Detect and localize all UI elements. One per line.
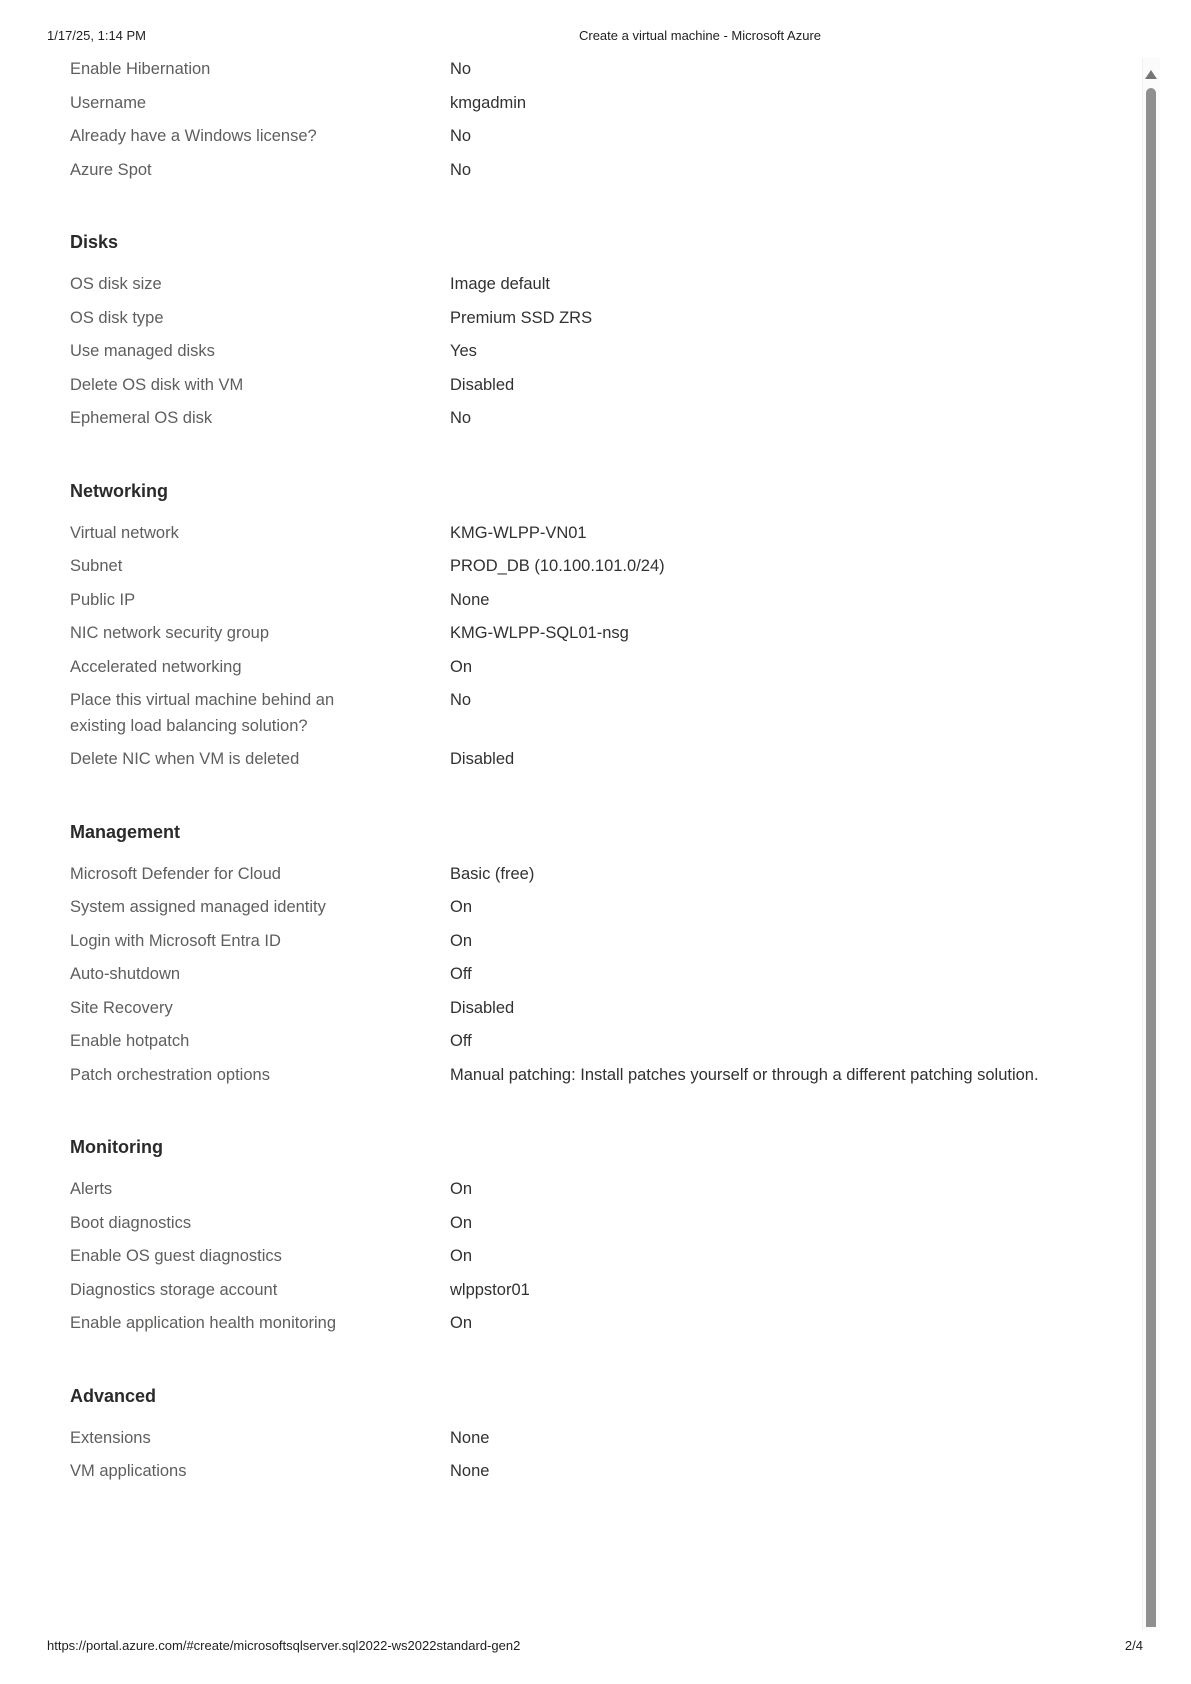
field-value: Disabled bbox=[450, 750, 515, 768]
table-row bbox=[70, 1455, 1111, 1489]
table-row bbox=[70, 1173, 1111, 1207]
field-value: On bbox=[450, 1247, 473, 1265]
field-label: Public IP bbox=[70, 590, 136, 609]
table-row bbox=[70, 268, 1111, 302]
field-label: Enable hotpatch bbox=[70, 1032, 190, 1050]
field-value: Off bbox=[450, 965, 472, 983]
section-networking bbox=[70, 474, 1111, 777]
field-label: Patch orchestration options bbox=[70, 1065, 270, 1084]
field-value: Disabled bbox=[450, 998, 515, 1017]
field-label: OS disk type bbox=[70, 308, 164, 327]
section-disks bbox=[70, 225, 1111, 436]
field-label: Login with Microsoft Entra ID bbox=[70, 931, 281, 950]
field-label: Boot diagnostics bbox=[70, 1213, 192, 1232]
field-label: Enable Hibernation bbox=[70, 60, 211, 78]
field-label: Place this virtual machine behind an existing load balancing solution? bbox=[70, 691, 335, 735]
field-value: None bbox=[450, 1462, 490, 1480]
table-row bbox=[70, 925, 1111, 959]
field-label: Already have a Windows license? bbox=[70, 127, 317, 145]
field-value: Basic (free) bbox=[450, 864, 535, 883]
table-row bbox=[70, 302, 1111, 336]
field-value: On bbox=[450, 1180, 473, 1198]
field-value: Image default bbox=[450, 275, 550, 293]
field-label: Azure Spot bbox=[70, 160, 152, 179]
field-label: Site Recovery bbox=[70, 998, 173, 1017]
field-value: Yes bbox=[450, 342, 477, 360]
field-label: Delete NIC when VM is deleted bbox=[70, 750, 300, 768]
section-heading: Management bbox=[70, 821, 181, 842]
table-row bbox=[70, 1025, 1111, 1059]
field-label: System assigned managed identity bbox=[70, 898, 326, 916]
table-row bbox=[70, 120, 1111, 154]
field-value: KMG-WLPP-VN01 bbox=[450, 523, 587, 542]
field-label: Microsoft Defender for Cloud bbox=[70, 864, 281, 883]
field-value: On bbox=[450, 931, 473, 950]
table-row bbox=[70, 1240, 1111, 1274]
table-row bbox=[70, 402, 1111, 436]
field-label: Enable OS guest diagnostics bbox=[70, 1247, 282, 1265]
table-row bbox=[70, 684, 1111, 743]
field-value: wlppstor01 bbox=[450, 1280, 530, 1299]
section-advanced bbox=[70, 1379, 1111, 1489]
table-row bbox=[70, 335, 1111, 369]
field-value: Disabled bbox=[450, 375, 515, 394]
field-label: VM applications bbox=[70, 1462, 187, 1480]
table-row bbox=[70, 958, 1111, 992]
field-label: Subnet bbox=[70, 557, 123, 575]
field-value: KMG-WLPP-SQL01-nsg bbox=[450, 624, 629, 642]
field-value: No bbox=[450, 127, 472, 145]
section-basics-continued bbox=[70, 53, 1111, 187]
section-heading: Monitoring bbox=[70, 1137, 163, 1157]
table-row bbox=[70, 1307, 1111, 1341]
table-row bbox=[70, 743, 1111, 777]
table-row bbox=[70, 992, 1111, 1026]
page-title: Create a virtual machine - Microsoft Azure bbox=[578, 28, 822, 43]
field-value: PROD_DB (10.100.101.0/24) bbox=[450, 557, 665, 575]
table-row bbox=[70, 154, 1111, 188]
field-value: No bbox=[450, 409, 472, 427]
section-monitoring bbox=[70, 1130, 1111, 1341]
scrollbar-thumb[interactable] bbox=[1146, 88, 1156, 1627]
field-value: No bbox=[450, 691, 472, 709]
print-footer bbox=[47, 1638, 1143, 1655]
field-label: Ephemeral OS disk bbox=[70, 409, 213, 427]
table-row bbox=[70, 891, 1111, 925]
field-label: OS disk size bbox=[70, 275, 162, 293]
section-heading: Disks bbox=[70, 232, 119, 252]
field-label: Auto-shutdown bbox=[70, 965, 181, 983]
page-number: 2/4 bbox=[1124, 1638, 1143, 1653]
table-row bbox=[70, 651, 1111, 685]
section-heading: Advanced bbox=[70, 1385, 157, 1406]
print-datetime: 1/17/25, 1:14 PM bbox=[47, 28, 147, 43]
field-label: Alerts bbox=[70, 1180, 113, 1198]
field-label: Use managed disks bbox=[70, 342, 215, 360]
table-row bbox=[70, 87, 1111, 121]
field-label: Delete OS disk with VM bbox=[70, 375, 244, 394]
scroll-up-icon[interactable] bbox=[1145, 70, 1157, 79]
field-label: Username bbox=[70, 93, 147, 112]
field-label: NIC network security group bbox=[70, 624, 269, 642]
table-row bbox=[70, 1422, 1111, 1456]
table-row bbox=[70, 1059, 1111, 1093]
scrollbar-track[interactable] bbox=[1142, 58, 1160, 1631]
vm-summary-content bbox=[70, 53, 1111, 1489]
field-value: kmgadmin bbox=[450, 93, 527, 112]
section-heading: Networking bbox=[70, 480, 169, 501]
field-value: On bbox=[450, 1213, 473, 1232]
table-row bbox=[70, 858, 1111, 892]
section-management bbox=[70, 815, 1111, 1093]
table-row bbox=[70, 584, 1111, 618]
table-row bbox=[70, 53, 1111, 87]
table-row bbox=[70, 1274, 1111, 1308]
table-row bbox=[70, 517, 1111, 551]
field-value: On bbox=[450, 898, 473, 916]
field-value: Premium SSD ZRS bbox=[450, 308, 593, 327]
field-value: Off bbox=[450, 1032, 472, 1050]
field-label: Virtual network bbox=[70, 523, 179, 542]
field-value: On bbox=[450, 657, 473, 676]
field-value: Manual patching: Install patches yourself or through a different patching solution. bbox=[450, 1065, 1039, 1084]
field-label: Diagnostics storage account bbox=[70, 1280, 278, 1299]
print-url: https://portal.azure.com/#create/microsoftsqlserver.sql2022-ws2022standard-gen2 bbox=[47, 1638, 521, 1653]
field-value: None bbox=[450, 1428, 490, 1447]
field-value: On bbox=[450, 1314, 473, 1332]
table-row bbox=[70, 369, 1111, 403]
field-label: Accelerated networking bbox=[70, 657, 242, 676]
table-row bbox=[70, 1207, 1111, 1241]
table-row bbox=[70, 617, 1111, 651]
field-value: None bbox=[450, 590, 490, 609]
field-value: No bbox=[450, 60, 472, 78]
field-label: Enable application health monitoring bbox=[70, 1314, 337, 1332]
field-label: Extensions bbox=[70, 1428, 151, 1447]
print-header bbox=[47, 28, 1144, 46]
table-row bbox=[70, 550, 1111, 584]
field-value: No bbox=[450, 160, 472, 179]
